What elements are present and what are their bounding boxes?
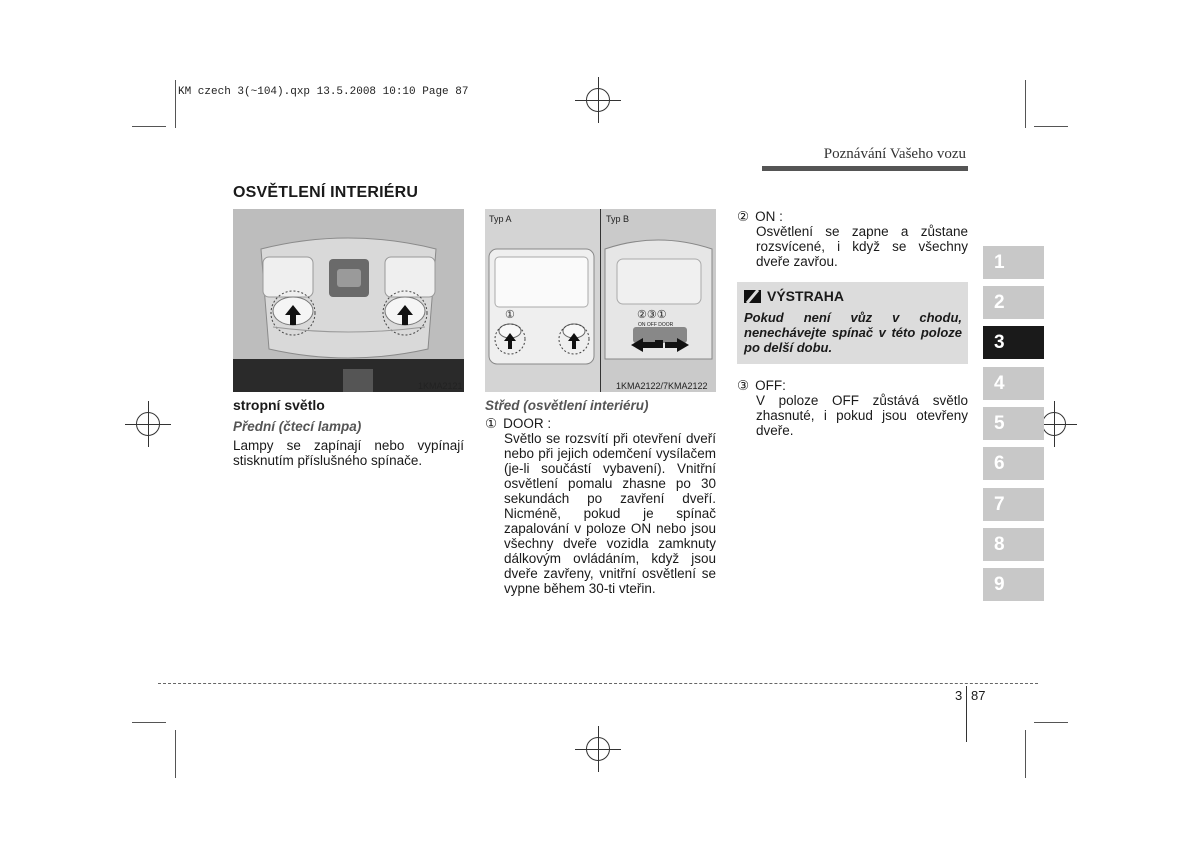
column-front-lamp xyxy=(233,398,464,468)
section-title: OSVĚTLENÍ INTERIÉRU xyxy=(233,184,419,201)
warning-box xyxy=(737,282,968,364)
on-item-head xyxy=(737,209,968,224)
chapter-tab-8[interactable]: 8 xyxy=(983,528,1044,561)
photo2-caption: 1KMA2122/7KMA2122 xyxy=(616,381,708,391)
crop-mark xyxy=(1034,126,1068,127)
door-label: DOOR : xyxy=(503,416,552,431)
off-text: V poloze OFF zůstává světlo zhasnuté, i pokud jsou otevřeny dveře. xyxy=(756,393,968,438)
column-on-position xyxy=(737,209,968,269)
subheading-front-lamp: Přední (čtecí lampa) xyxy=(233,419,362,434)
chapter-tab-1[interactable]: 1 xyxy=(983,246,1044,279)
chapter-tab-4[interactable]: 4 xyxy=(983,367,1044,400)
chapter-tab-7[interactable]: 7 xyxy=(983,488,1044,521)
crop-mark xyxy=(175,80,176,128)
off-item-head xyxy=(737,378,968,393)
crop-mark xyxy=(1025,730,1026,778)
marker-door: ① xyxy=(505,309,515,321)
warning-icon xyxy=(744,290,761,303)
crop-mark xyxy=(1025,80,1026,128)
chapter-tab-2[interactable]: 2 xyxy=(983,286,1044,319)
column-center-lamp xyxy=(485,398,716,596)
page-number: 87 xyxy=(971,688,986,703)
door-text: Světlo se rozsvítí při otevření dveří nebo při jejich odemčení vysílačem (je-li součástí vybavení). Vnitřní osvětlení pomalu zhasne po 30 sekundách po zavření dveří. Nicméně, pokud je spínač zapalování v poloze ON nebo jsou všechny dveře vozidla zamknuty dálkovým ovládáním, když jsou dveře zavřeny, vnitřní osvětlení se vypne během 30-ti vteřin. xyxy=(504,431,716,596)
on-label: ON : xyxy=(755,209,783,224)
photo1-caption: 1KMA2121 xyxy=(418,381,463,391)
warning-title xyxy=(744,288,844,304)
column-off-position xyxy=(737,378,968,438)
center-lamp-photo xyxy=(485,209,716,392)
off-number: ③ xyxy=(737,378,750,393)
door-number: ① xyxy=(485,416,498,431)
door-item-head xyxy=(485,416,716,431)
chapter-tab-9[interactable]: 9 xyxy=(983,568,1044,601)
page-separator xyxy=(966,686,967,742)
registration-mark-bottom xyxy=(586,737,610,761)
running-head: Poznávání Vašeho vozu xyxy=(823,146,966,162)
subheading-center-lamp: Střed (osvětlení interiéru) xyxy=(485,398,649,413)
footer-rule xyxy=(158,683,1038,684)
chapter-number: 3 xyxy=(955,688,963,703)
warning-title-text: VÝSTRAHA xyxy=(767,288,845,304)
warning-text: Pokud není vůz v chodu, nenechávejte spínač v této poloze po delší dobu. xyxy=(744,310,962,355)
on-number: ② xyxy=(737,209,750,224)
marker-switch-positions: ②③① xyxy=(637,309,667,321)
crop-mark xyxy=(1034,722,1068,723)
crop-mark xyxy=(175,730,176,778)
off-label: OFF: xyxy=(755,378,786,393)
chapter-tab-3[interactable]: 3 xyxy=(983,326,1044,359)
crop-mark xyxy=(132,126,166,127)
type-a-label: Typ A xyxy=(489,214,512,224)
crop-mark xyxy=(132,722,166,723)
front-lamp-illustration xyxy=(233,209,464,392)
chapter-tab-6[interactable]: 6 xyxy=(983,447,1044,480)
on-text: Osvětlení se zapne a zůstane rozsvícené, i když se všechny dveře zavřou. xyxy=(756,224,968,269)
chapter-tab-5[interactable]: 5 xyxy=(983,407,1044,440)
registration-mark-right xyxy=(1042,412,1066,436)
print-slug: KM czech 3(~104).qxp 13.5.2008 10:10 Page 87 xyxy=(178,86,469,98)
type-b-label: Typ B xyxy=(606,214,630,224)
registration-mark-top xyxy=(586,88,610,112)
heading-ceiling-light: stropní světlo xyxy=(233,397,325,413)
center-lamp-illustration xyxy=(485,209,716,392)
front-lamp-photo xyxy=(233,209,464,392)
registration-mark-left xyxy=(136,412,160,436)
header-rule xyxy=(762,166,968,171)
switch-labels: ON OFF DOOR xyxy=(638,322,674,328)
front-lamp-text: Lampy se zapínají nebo vypínají stisknutím příslušného spínače. xyxy=(233,438,464,468)
